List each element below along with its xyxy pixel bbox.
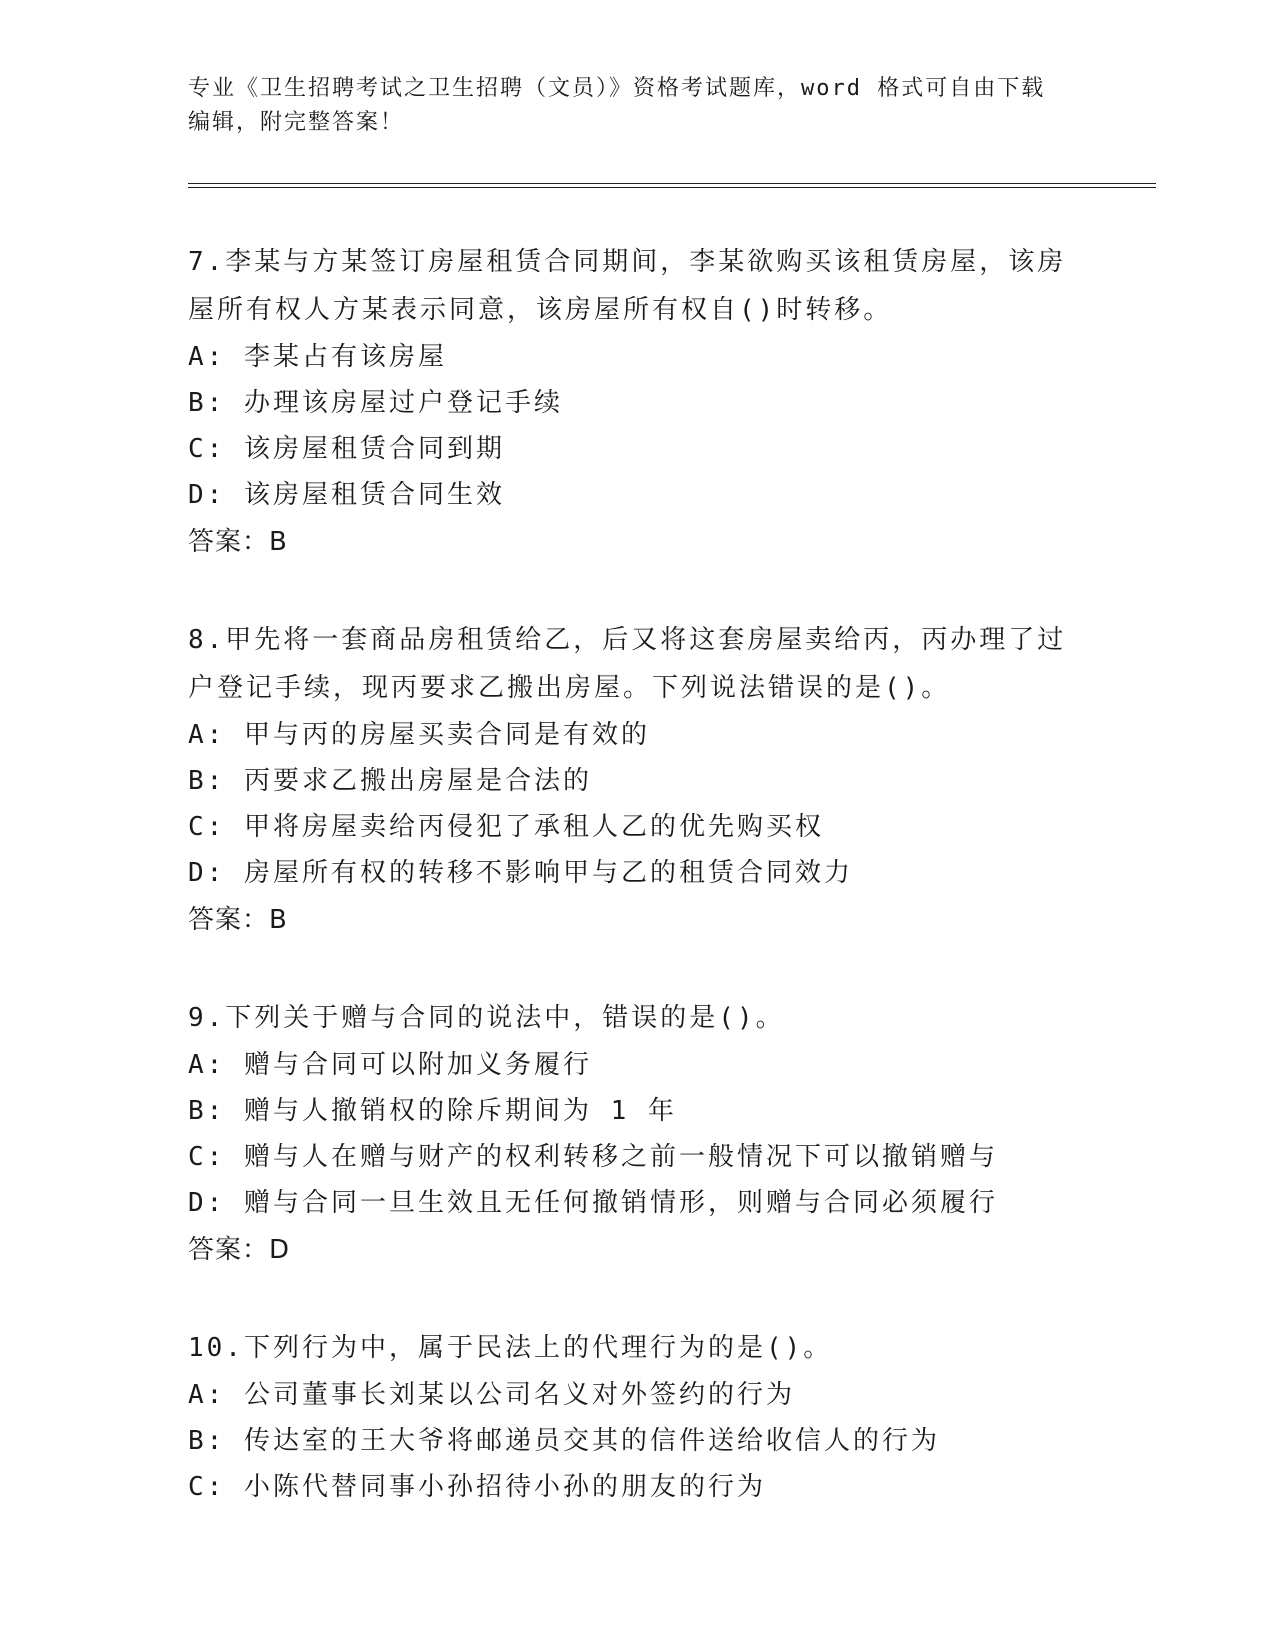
question-10 (188, 1324, 1148, 1510)
question-stem: 9.下列关于赠与合同的说法中，错误的是()。 (188, 1003, 785, 1033)
option-b: B: 丙要求乙搬出房屋是合法的 (188, 766, 592, 796)
question-list (188, 238, 1148, 1510)
document-header (188, 72, 1148, 140)
question-stem: 10.下列行为中，属于民法上的代理行为的是()。 (188, 1333, 833, 1363)
option-c: C: 甲将房屋卖给丙侵犯了承租人乙的优先购买权 (188, 812, 824, 842)
header-double-rule (188, 183, 1156, 188)
question-8 (188, 616, 1148, 944)
option-a: A: 甲与丙的房屋买卖合同是有效的 (188, 720, 650, 750)
document-page (188, 72, 1148, 1560)
answer-line: 答案：D (188, 1235, 291, 1265)
option-c: C: 赠与人在赠与财产的权利转移之前一般情况下可以撤销赠与 (188, 1142, 998, 1172)
option-b: B: 办理该房屋过户登记手续 (188, 388, 563, 418)
question-7 (188, 238, 1148, 566)
header-line-2: 编辑，附完整答案！ (188, 110, 405, 135)
answer-line: 答案：B (188, 527, 288, 557)
option-d: D: 赠与合同一旦生效且无任何撤销情形，则赠与合同必须履行 (188, 1188, 998, 1218)
option-c: C: 小陈代替同事小孙招待小孙的朋友的行为 (188, 1472, 766, 1502)
question-stem: 7.李某与方某签订房屋租赁合同期间，李某欲购买该租赁房屋，该房 (188, 247, 1067, 277)
option-b: B: 赠与人撤销权的除斥期间为 1 年 (188, 1096, 677, 1126)
option-a: A: 李某占有该房屋 (188, 342, 447, 372)
header-line-1: 专业《卫生招聘考试之卫生招聘（文员）》资格考试题库，word 格式可自由下载 (188, 76, 1046, 101)
answer-line: 答案：B (188, 905, 288, 935)
option-d: D: 该房屋租赁合同生效 (188, 480, 505, 510)
option-a: A: 赠与合同可以附加义务履行 (188, 1050, 592, 1080)
option-b: B: 传达室的王大爷将邮递员交其的信件送给收信人的行为 (188, 1426, 940, 1456)
option-d: D: 房屋所有权的转移不影响甲与乙的租赁合同效力 (188, 858, 853, 888)
question-stem-continued: 屋所有权人方某表示同意，该房屋所有权自()时转移。 (188, 295, 893, 325)
question-stem: 8.甲先将一套商品房租赁给乙，后又将这套房屋卖给丙，丙办理了过 (188, 625, 1067, 655)
question-stem-continued: 户登记手续，现丙要求乙搬出房屋。下列说法错误的是()。 (188, 673, 951, 703)
option-c: C: 该房屋租赁合同到期 (188, 434, 505, 464)
question-9 (188, 994, 1148, 1274)
option-a: A: 公司董事长刘某以公司名义对外签约的行为 (188, 1380, 795, 1410)
